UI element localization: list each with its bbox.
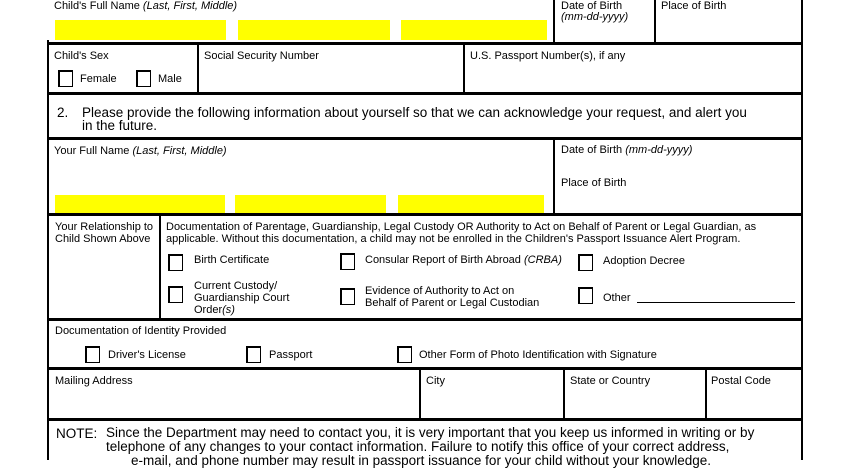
row-rule — [47, 318, 803, 321]
section-2-number: 2. — [57, 105, 69, 120]
relationship-label-line1: Your Relationship to — [55, 221, 154, 233]
birth-certificate-checkbox[interactable] — [168, 254, 183, 271]
identity-doc-label: Documentation of Identity Provided — [55, 325, 227, 337]
divider — [705, 369, 707, 419]
your-first-name-field[interactable] — [235, 195, 386, 215]
other-checkbox[interactable] — [578, 287, 593, 304]
custody-order-line1: Current Custody/ — [194, 280, 278, 292]
your-middle-name-field[interactable] — [398, 195, 544, 215]
passport-label: Passport — [269, 349, 313, 361]
female-label: Female — [80, 73, 117, 85]
evidence-line2: Behalf of Parent or Legal Custodian — [365, 297, 540, 309]
child-first-name-field[interactable] — [238, 20, 390, 40]
child-last-name-field[interactable] — [55, 20, 226, 40]
custody-order-checkbox[interactable] — [168, 286, 183, 303]
passport-checkbox[interactable] — [246, 346, 261, 363]
note-line3: e-mail, and phone number may result in passport issuance for your child without your knowledge. — [131, 453, 712, 468]
other-specify-line[interactable] — [637, 302, 795, 303]
evidence-line1: Evidence of Authority to Act on — [365, 285, 515, 297]
divider — [654, 0, 656, 43]
relationship-label-line2: Child Shown Above — [55, 233, 151, 245]
state-country-label: State or Country — [570, 375, 651, 387]
male-checkbox[interactable] — [136, 70, 151, 87]
row-rule — [47, 42, 803, 45]
your-last-name-field[interactable] — [55, 195, 225, 215]
ssn-label: Social Security Number — [204, 50, 319, 62]
child-dob-hint: (mm-dd-yyyy) — [561, 11, 629, 23]
form-right-border — [801, 0, 803, 460]
passport-numbers-label: U.S. Passport Number(s), if any — [470, 50, 626, 62]
divider — [553, 0, 555, 43]
form-left-border — [47, 40, 49, 460]
row-rule — [47, 367, 803, 370]
adoption-decree-label: Adoption Decree — [603, 255, 685, 267]
other-photo-id-checkbox[interactable] — [397, 346, 412, 363]
row-rule — [47, 137, 803, 140]
evidence-of-authority-checkbox[interactable] — [340, 288, 355, 305]
child-place-of-birth-label: Place of Birth — [661, 0, 727, 12]
postal-code-label: Postal Code — [711, 375, 771, 387]
adoption-decree-checkbox[interactable] — [578, 254, 593, 271]
row-rule — [47, 92, 803, 95]
divider — [197, 44, 199, 93]
other-label: Other — [603, 292, 631, 304]
section-2-text-line2: in the future. — [82, 118, 158, 133]
child-middle-name-field[interactable] — [401, 20, 547, 40]
birth-certificate-label: Birth Certificate — [194, 254, 270, 266]
note-line2: telephone of any changes to your contact information. Failure to notify this office of your correct address, — [106, 439, 730, 454]
note-label: NOTE: — [56, 426, 98, 441]
childs-sex-label: Child's Sex — [54, 50, 109, 62]
section-2-text-line1: Please provide the following information about yourself so that we can acknowledge your request, and alert you — [82, 105, 747, 120]
divider — [553, 139, 555, 214]
crba-checkbox[interactable] — [340, 253, 355, 270]
parentage-doc-line1: Documentation of Parentage, Guardianship, Legal Custody OR Authority to Act on Behalf of Parent or Legal Guardian, as — [166, 221, 757, 233]
female-checkbox[interactable] — [58, 70, 73, 87]
male-label: Male — [158, 73, 182, 85]
child-dob-label: Date of Birth — [561, 0, 623, 12]
mailing-address-label: Mailing Address — [55, 375, 133, 387]
your-place-of-birth-label: Place of Birth — [561, 177, 627, 189]
drivers-license-checkbox[interactable] — [85, 346, 100, 363]
drivers-license-label: Driver's License — [108, 349, 186, 361]
divider — [419, 369, 421, 419]
city-label: City — [426, 375, 445, 387]
your-full-name-label: Your Full Name (Last, First, Middle) — [54, 145, 227, 157]
note-line1: Since the Department may need to contact you, it is very important that you keep us informed in writing or by — [106, 425, 755, 440]
childs-full-name-label: Child's Full Name (Last, First, Middle) — [54, 0, 238, 12]
divider — [159, 215, 161, 319]
crba-label: Consular Report of Birth Abroad (CRBA) — [365, 254, 562, 266]
custody-order-line3: Order(s) — [194, 304, 235, 316]
other-photo-id-label: Other Form of Photo Identification with Signature — [419, 349, 657, 361]
divider — [563, 369, 565, 419]
row-rule — [47, 418, 803, 421]
divider — [463, 44, 465, 93]
your-dob-label: Date of Birth (mm-dd-yyyy) — [561, 144, 693, 156]
custody-order-line2: Guardianship Court — [194, 292, 290, 304]
parentage-doc-line2: applicable. Without this documentation, a child may not be enrolled in the Children's Passport Issuance Alert Program. — [166, 233, 741, 245]
